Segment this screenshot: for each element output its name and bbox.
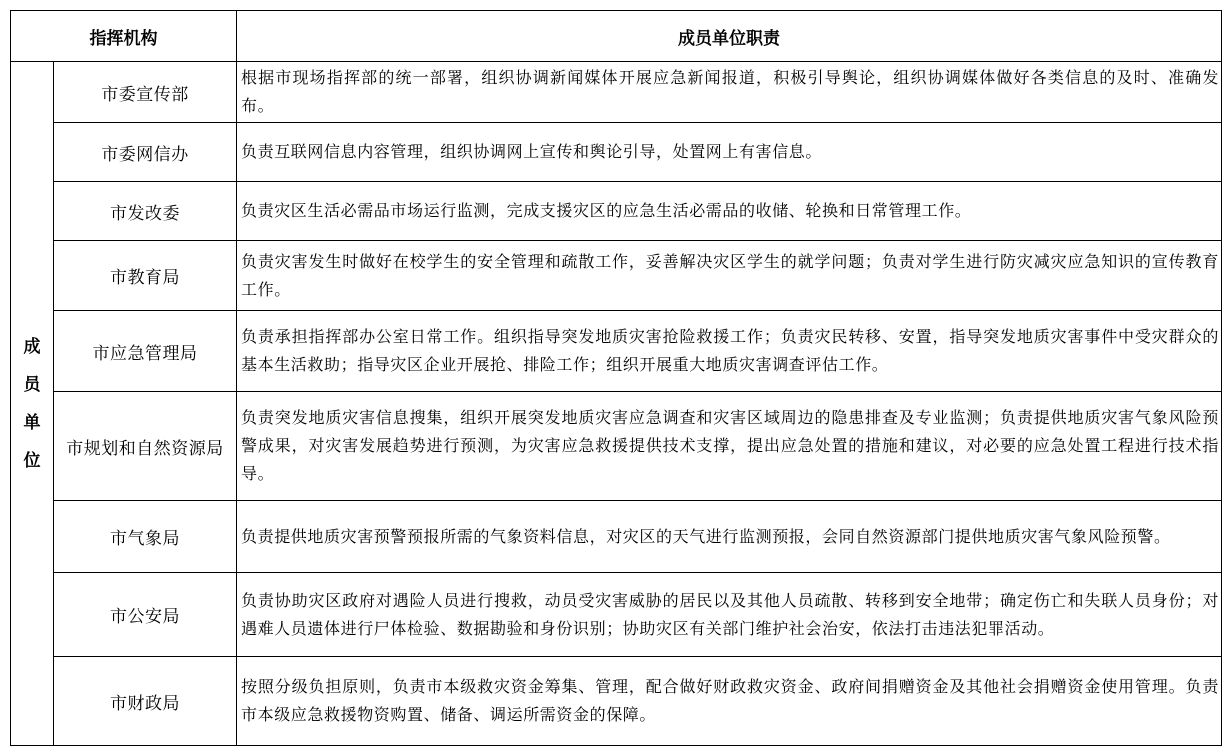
table-row (11, 311, 1222, 392)
table-row (11, 392, 1222, 501)
unit-duty: 负责互联网信息内容管理，组织协调网上宣传和舆论引导，处置网上有害信息。 (237, 123, 1222, 182)
unit-name: 市委网信办 (54, 123, 237, 182)
unit-duty: 按照分级负担原则，负责市本级救灾资金筹集、管理，配合做好财政救灾资金、政府间捐赠资金及其他社会捐赠资金使用管理。负责市本级应急救援物资购置、储备、调运所需资金的保障。 (237, 657, 1222, 746)
table-row (11, 123, 1222, 182)
unit-name: 市委宣传部 (54, 62, 237, 123)
unit-duty: 根据市现场指挥部的统一部署，组织协调新闻媒体开展应急新闻报道，积极引导舆论，组织协调媒体做好各类信息的及时、准确发布。 (237, 62, 1222, 123)
unit-name: 市教育局 (54, 241, 237, 311)
unit-name: 市公安局 (54, 573, 237, 657)
group-label-cell (11, 62, 54, 746)
unit-duty: 负责灾害发生时做好在校学生的安全管理和疏散工作，妥善解决灾区学生的就学问题；负责对学生进行防灾减灾应急知识的宣传教育工作。 (237, 241, 1222, 311)
table-row (11, 62, 1222, 123)
unit-name: 市应急管理局 (54, 311, 237, 392)
unit-duty: 负责灾区生活必需品市场运行监测，完成支援灾区的应急生活必需品的收储、轮换和日常管理工作。 (237, 182, 1222, 241)
header-duty: 成员单位职责 (237, 11, 1222, 62)
unit-duty: 负责承担指挥部办公室日常工作。组织指导突发地质灾害抢险救援工作；负责灾民转移、安置，指导突发地质灾害事件中受灾群众的基本生活救助；指导灾区企业开展抢、排险工作；组织开展重大地质灾害调查评估工作。 (237, 311, 1222, 392)
header-org: 指挥机构 (11, 11, 237, 62)
table-row (11, 573, 1222, 657)
unit-duty: 负责突发地质灾害信息搜集，组织开展突发地质灾害应急调查和灾害区域周边的隐患排查及专业监测；负责提供地质灾害气象风险预警成果，对灾害发展趋势进行预测，为灾害应急救援提供技术支撑，提出应急处置的措施和建议，对必要的应急处置工程进行技术指导。 (237, 392, 1222, 501)
table-row (11, 182, 1222, 241)
unit-name: 市财政局 (54, 657, 237, 746)
unit-duty: 负责提供地质灾害预警预报所需的气象资料信息，对灾区的天气进行监测预报，会同自然资源部门提供地质灾害气象风险预警。 (237, 501, 1222, 573)
unit-name: 市发改委 (54, 182, 237, 241)
group-label: 成员单位 (23, 336, 41, 471)
table-row (11, 241, 1222, 311)
unit-name: 市规划和自然资源局 (54, 392, 237, 501)
table-row (11, 501, 1222, 573)
table-header-row (11, 11, 1222, 62)
table-row (11, 657, 1222, 746)
unit-duty: 负责协助灾区政府对遇险人员进行搜救，动员受灾害威胁的居民以及其他人员疏散、转移到安全地带；确定伤亡和失联人员身份；对遇难人员遗体进行尸体检验、数据勘验和身份识别；协助灾区有关部门维护社会治安，依法打击违法犯罪活动。 (237, 573, 1222, 657)
unit-name: 市气象局 (54, 501, 237, 573)
member-duty-table (10, 10, 1222, 746)
